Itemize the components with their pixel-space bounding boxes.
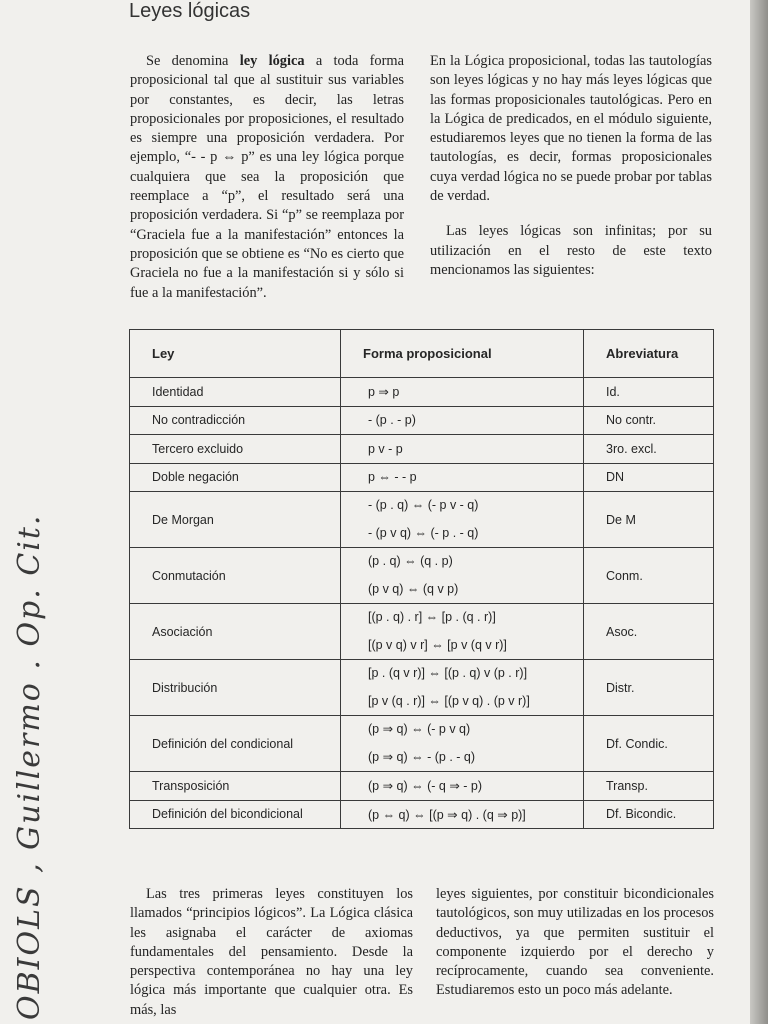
header-forma: Forma proposicional bbox=[341, 330, 584, 378]
table-row bbox=[130, 800, 714, 829]
intro-right-column bbox=[430, 52, 712, 280]
intro-right-paragraph-1: En la Lógica proposicional, todas las tautologías son leyes lógicas y no hay más leyes lógicas que las formas proposicionales tautológicas. Pero en la Lógica de predicados, en el módulo siguiente, estudiaremos leyes que no tienen la forma de las tautologías, es decir, formas proposicionales cuya verdad lógica no se puede probar por tablas de verdad. bbox=[430, 53, 712, 205]
law-abbreviation: Transp. bbox=[584, 772, 714, 801]
table-row bbox=[130, 463, 714, 492]
ley-logica-term: ley lógica bbox=[239, 53, 305, 69]
law-name: No contradicción bbox=[130, 406, 341, 435]
law-form-line: [p . (q v r)] ⇔ [(p . q) v (p . r)] bbox=[368, 666, 528, 680]
table-row bbox=[130, 406, 714, 435]
law-form: (p ⇒ q) ⇔ (- q ⇒ - p) bbox=[341, 772, 584, 801]
closing-left-paragraph: Las tres primeras leyes constituyen los llamados “principios lógicos”. La Lógica clásica les asignaba el carácter de axiomas fundamentales del pensamiento. Desde la perspectiva contemporánea no hay una ley lógica más importante que cualquier otra. Es más, las bbox=[130, 886, 413, 1018]
table-row bbox=[130, 716, 714, 772]
law-name: Identidad bbox=[130, 378, 341, 407]
law-form bbox=[341, 660, 584, 716]
law-form-line: [(p v q) v r] ⇔ [p v (q v r)] bbox=[368, 637, 507, 652]
intro-left-lead: Se denomina bbox=[146, 53, 240, 69]
table-header-row bbox=[130, 330, 714, 378]
law-abbreviation: Distr. bbox=[584, 660, 714, 716]
law-form-line: (p ⇒ q) ⇔ (- p v q) bbox=[368, 722, 471, 736]
law-form bbox=[341, 548, 584, 604]
law-name: Asociación bbox=[130, 604, 341, 660]
law-form-line: (p . q) ⇔ (q . p) bbox=[368, 554, 453, 568]
law-name: Definición del bicondicional bbox=[130, 800, 341, 829]
section-heading: Leyes lógicas bbox=[129, 0, 251, 22]
law-form-line: - (p . q) ⇔ (- p v - q) bbox=[368, 498, 479, 512]
law-abbreviation: Df. Bicondic. bbox=[584, 800, 714, 829]
law-abbreviation: Conm. bbox=[584, 548, 714, 604]
law-form bbox=[341, 492, 584, 548]
law-form: p ⇒ p bbox=[341, 378, 584, 407]
law-abbreviation: De M bbox=[584, 492, 714, 548]
law-name: De Morgan bbox=[130, 492, 341, 548]
intro-left-paragraph bbox=[130, 52, 404, 303]
table-row bbox=[130, 435, 714, 464]
law-abbreviation: DN bbox=[584, 463, 714, 492]
law-form: p v - p bbox=[341, 435, 584, 464]
law-abbreviation: Id. bbox=[584, 378, 714, 407]
table-row bbox=[130, 660, 714, 716]
law-form-line: [p v (q . r)] ⇔ [(p v q) . (p v r)] bbox=[368, 693, 530, 708]
law-abbreviation: No contr. bbox=[584, 406, 714, 435]
law-name: Doble negación bbox=[130, 463, 341, 492]
header-ley: Ley bbox=[130, 330, 341, 378]
law-abbreviation: 3ro. excl. bbox=[584, 435, 714, 464]
table-row bbox=[130, 378, 714, 407]
intro-left-column bbox=[130, 52, 404, 303]
law-name: Distribución bbox=[130, 660, 341, 716]
law-name: Definición del condicional bbox=[130, 716, 341, 772]
closing-right-paragraph: leyes siguientes, por constituir bicondicionales tautológicos, son muy utilizadas en los procesos deductivos, ya que permiten sustituir el componente izquierdo por el derecho y recíprocamente, cuando sea conveniente. Estudiaremos esto un poco más adelante. bbox=[436, 886, 714, 999]
law-abbreviation: Asoc. bbox=[584, 604, 714, 660]
law-form: - (p . - p) bbox=[341, 406, 584, 435]
law-form-line: (p ⇒ q) ⇔ - (p . - q) bbox=[368, 749, 476, 764]
header-abreviatura: Abreviatura bbox=[584, 330, 714, 378]
law-form-line: (p v q) ⇔ (q v p) bbox=[368, 581, 459, 596]
table-row bbox=[130, 604, 714, 660]
law-abbreviation: Df. Condic. bbox=[584, 716, 714, 772]
law-name: Conmutación bbox=[130, 548, 341, 604]
closing-right-column bbox=[436, 885, 714, 1001]
law-form-line: [(p . q) . r] ⇔ [p . (q . r)] bbox=[368, 610, 496, 624]
law-name: Tercero excluido bbox=[130, 435, 341, 464]
law-name: Transposición bbox=[130, 772, 341, 801]
laws-table bbox=[129, 329, 714, 829]
law-form-line: - (p v q) ⇔ (- p . - q) bbox=[368, 525, 479, 540]
page-edge-shadow bbox=[750, 0, 768, 1024]
handwritten-margin-note: OBIOLS , Guillermo . Op. Cit. bbox=[12, 513, 47, 1020]
table-row bbox=[130, 548, 714, 604]
law-form bbox=[341, 716, 584, 772]
intro-right-paragraph-2: Las leyes lógicas son infinitas; por su utilización en el resto de este texto mencionamos las siguientes: bbox=[430, 223, 712, 278]
closing-left-column bbox=[130, 885, 413, 1020]
table-row bbox=[130, 772, 714, 801]
intro-left-body: a toda forma proposicional tal que al sustituir sus variables por constantes, es decir, las letras proposicionales por proposiciones, el resultado es siempre una proposición verdadera. Por ejemplo, “- - p ⇔ p” es una ley lógica porque cualquiera que sea la proposición que reemplace a “p”, el resultado será una proposición verdadera. Si “p” se reemplaza por “Graciela fue a la manifestación” entonces la proposición que se obtiene es “No es cierto que Graciela no fue a la manifestación si y sólo si fue a la manifestación”. bbox=[130, 53, 404, 301]
law-form: (p ⇔ q) ⇔ [(p ⇒ q) . (q ⇒ p)] bbox=[341, 800, 584, 829]
law-form: p ⇔ - - p bbox=[341, 463, 584, 492]
law-form bbox=[341, 604, 584, 660]
table-row bbox=[130, 492, 714, 548]
